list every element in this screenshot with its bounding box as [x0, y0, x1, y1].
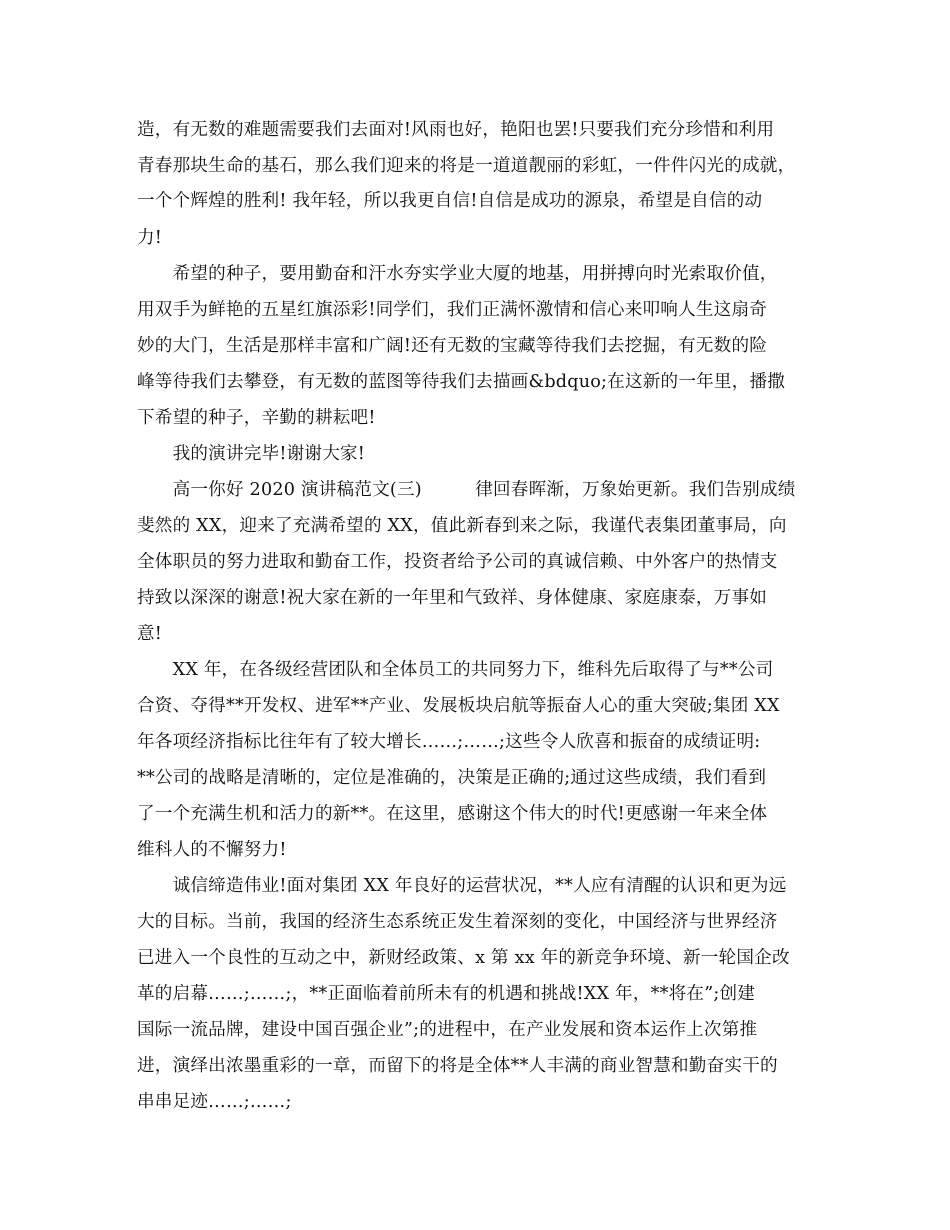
- text-line: 妙的大门，生活是那样丰富和广阔!还有无数的宝藏等待我们去挖掘，有无数的险: [137, 336, 768, 356]
- text-line: 全体职员的努力进取和勤奋工作，投资者给予公司的真诚信赖、中外客户的热情支: [137, 552, 778, 572]
- text-line: 斐然的 XX，迎来了充满希望的 XX，值此新春到来之际，我谨代表集团董事局，向: [137, 516, 787, 536]
- text-line: 国际一流品牌，建设中国百强企业”;的进程中，在产业发展和资本运作上次第推: [137, 1020, 758, 1040]
- text-line: 年各项经济指标比往年有了较大增长……;……;这些令人欣喜和振奋的成绩证明:: [137, 732, 761, 752]
- text-line: 一个个辉煌的胜利! 我年轻，所以我更自信!自信是成功的源泉，希望是自信的动: [137, 191, 763, 211]
- text-line: 串串足迹……;……;: [137, 1092, 292, 1112]
- text-line: 已进入一个良性的互动之中，新财经政策、x 第 xx 年的新竞争环境、新一轮国企改: [137, 948, 790, 968]
- text-line: 诚信缔造伟业!面对集团 XX 年良好的运营状况，**人应有清醒的认识和更为远: [137, 876, 787, 896]
- text-line: 持致以深深的谢意!祝大家在新的一年里和气致祥、身体健康、家庭康泰，万事如: [137, 588, 768, 608]
- text-line: 维科人的不懈努力!: [137, 840, 287, 860]
- text-line: 合资、夺得**开发权、进军**产业、发展板块启航等振奋人心的重大突破;集团 XX: [137, 696, 780, 716]
- text-line: 峰等待我们去攀登，有无数的蓝图等待我们去描画&bdquo;在这新的一年里，播撒: [137, 372, 786, 392]
- text-line: **公司的战略是清晰的，定位是准确的，决策是正确的;通过这些成绩，我们看到: [137, 768, 767, 788]
- text-line: 进，演绎出浓墨重彩的一章，而留下的将是全体**人丰满的商业智慧和勤奋实干的: [137, 1056, 778, 1076]
- text-line: 用双手为鲜艳的五星红旗添彩!同学们，我们正满怀激情和信心来叩响人生这扇奇: [137, 300, 768, 320]
- text-line: 大的目标。当前，我国的经济生态系统正发生着深刻的变化，中国经济与世界经济: [137, 912, 778, 932]
- text-line: 下希望的种子，辛勤的耕耘吧!: [137, 408, 376, 428]
- text-line: 高一你好 2020 演讲稿范文(三) 律回春晖渐，万象始更新。我们告别成绩: [137, 480, 796, 500]
- text-line: 青春那块生命的基石，那么我们迎来的将是一道道靓丽的彩虹，一件件闪光的成就，: [137, 156, 796, 176]
- text-line: 希望的种子，要用勤奋和汗水夯实学业大厦的地基，用拼搏向时光索取价值，: [137, 264, 778, 284]
- text-line: 我的演讲完毕!谢谢大家!: [137, 444, 366, 464]
- text-line: 了一个充满生机和活力的新**。在这里，感谢这个伟大的时代!更感谢一年来全体: [137, 804, 768, 824]
- text-line: 革的启幕……;……;，**正面临着前所未有的机遇和挑战!XX 年，**将在”;创建: [137, 984, 756, 1004]
- text-line: 意!: [137, 624, 163, 644]
- text-line: XX 年，在各级经营团队和全体员工的共同努力下，维科先后取得了与**公司: [137, 660, 774, 680]
- text-line: 造，有无数的难题需要我们去面对!风雨也好，艳阳也罢!只要我们充分珍惜和利用: [137, 120, 775, 140]
- text-line: 力!: [137, 228, 163, 248]
